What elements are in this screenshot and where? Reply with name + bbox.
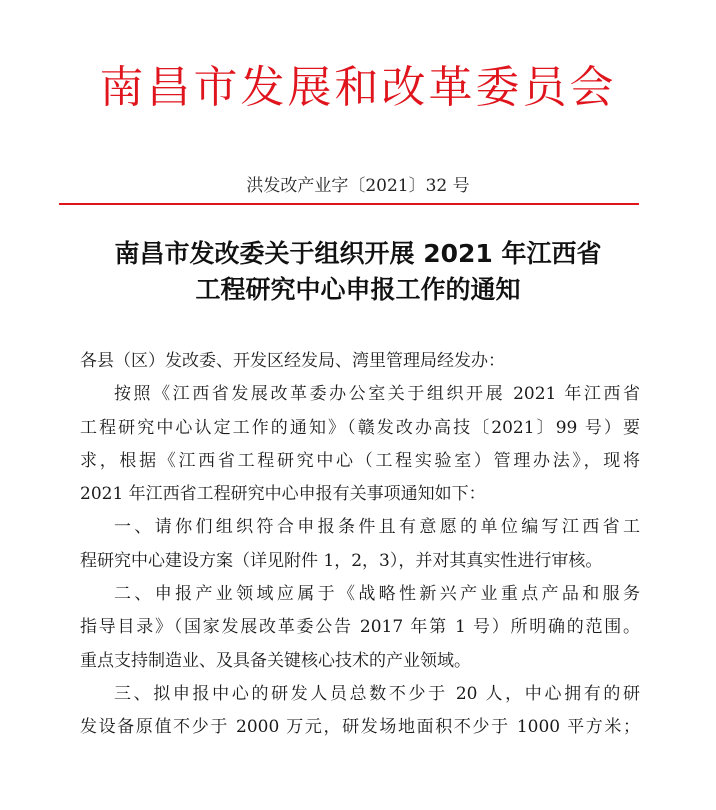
salutation-text: 各县（区）发改委、开发区经发局、湾里管理局经发办： bbox=[80, 351, 505, 371]
paragraph-line: 发设备原值不少于 2000 万元，研发场地面积不少于 1000 平方米； bbox=[80, 717, 640, 738]
paragraph-item-2 bbox=[80, 578, 640, 678]
notice-title bbox=[0, 236, 716, 308]
paragraph-line: 一、请你们组织符合申报条件且有意愿的单位编写江西省工 bbox=[114, 517, 640, 538]
paragraph-line: 二、申报产业领域应属于《战略性新兴产业重点产品和服务 bbox=[114, 584, 640, 605]
paragraph-line: 程研究中心建设方案（详见附件 1，2，3），并对其真实性进行审核。 bbox=[80, 550, 603, 571]
notice-body bbox=[80, 345, 640, 745]
notice-title-line-1: 南昌市发改委关于组织开展 2021 年江西省 bbox=[114, 239, 602, 268]
paragraph-line: 重点支持制造业、及具备关键核心技术的产业领域。 bbox=[80, 650, 471, 671]
paragraph-line: 三、拟申报中心的研发人员总数不少于 20 人，中心拥有的研 bbox=[114, 683, 640, 704]
paragraph-item-3 bbox=[80, 678, 640, 745]
paragraph-intro bbox=[80, 378, 640, 511]
paragraph-item-1 bbox=[80, 511, 640, 578]
red-divider-line bbox=[59, 203, 639, 205]
paragraph-line: 按照《江西省发展改革委办公室关于组织开展 2021 年江西省 bbox=[114, 384, 640, 405]
issuing-authority-heading: 南昌市发展和改革委员会 bbox=[99, 62, 617, 113]
salutation bbox=[80, 345, 640, 378]
notice-title-line-2: 工程研究中心申报工作的通知 bbox=[195, 275, 521, 304]
paragraph-line: 求，根据《江西省工程研究中心（工程实验室）管理办法》，现将 bbox=[80, 450, 640, 471]
paragraph-line: 指导目录》（国家发展改革委公告 2017 年第 1 号）所明确的范围。 bbox=[80, 617, 640, 638]
paragraph-line: 工程研究中心认定工作的通知》（赣发改办高技〔2021〕99 号）要 bbox=[80, 417, 640, 438]
paragraph-line: 2021 年江西省工程研究中心申报有关事项通知如下： bbox=[80, 484, 486, 505]
document-number: 洪发改产业字〔2021〕32 号 bbox=[246, 176, 470, 196]
